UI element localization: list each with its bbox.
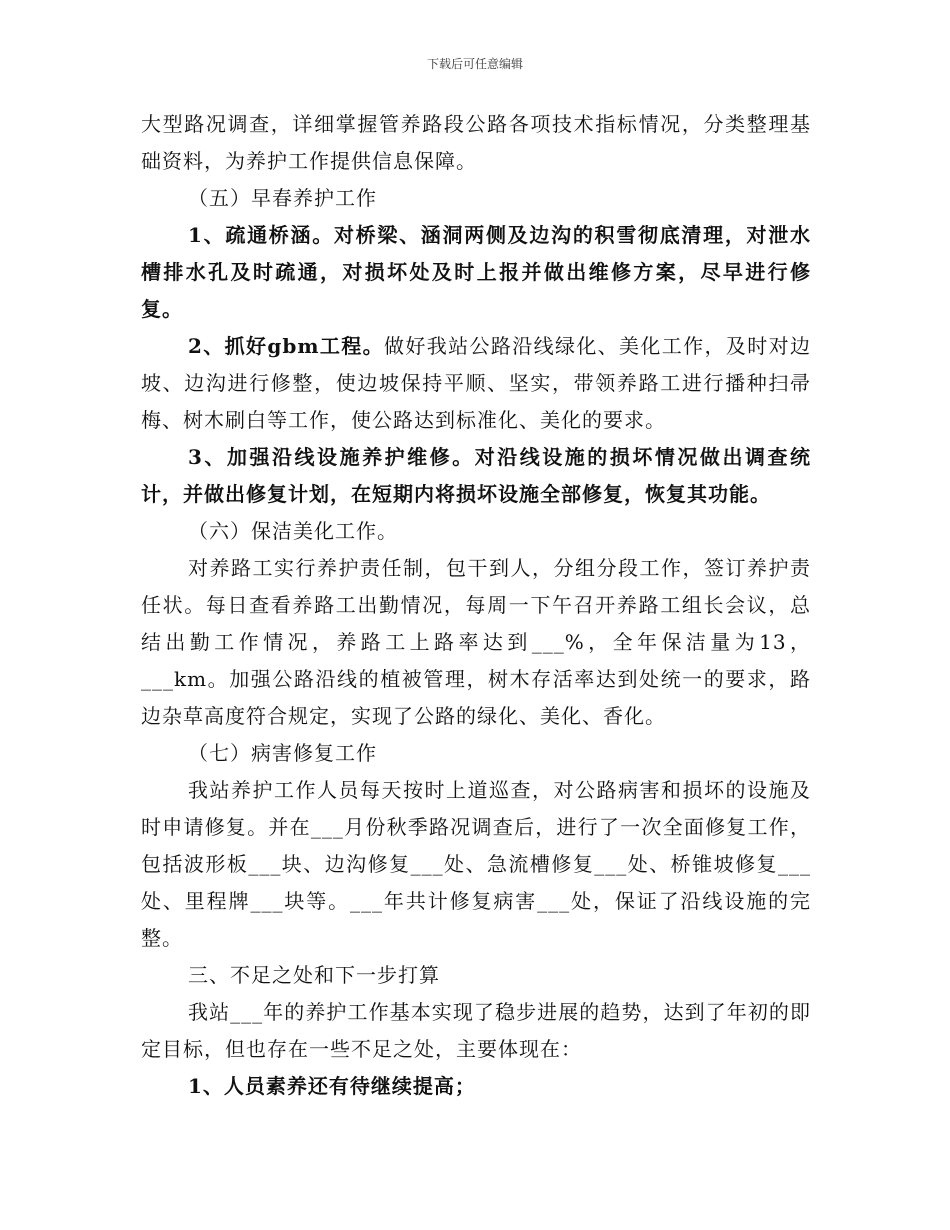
paragraph-responsibility: 对养路工实行养护责任制，包干到人，分组分段工作，签订养护责任状。每日查看养路工出勤情况，每周一下午召开养路工组长会议，总结出勤工作情况，养路工上路率达到___%，全年保洁量为13，___km。加强公路沿线的植被管理，树木存活率达到处统一的要求，路边杂草高度符合规定，实现了公路的绿化、美化、香化。 [141,556,811,728]
item-label-facilities: 3、加强沿线设施养护维修。 [188,445,475,469]
paragraph-shortcomings: 我站___年的养护工作基本实现了稳步进展的趋势，达到了年初的即定目标，但也存在一些不足之处，主要体现在： [141,1000,811,1061]
paragraph-staff-quality: 1、人员素养还有待继续提高； [188,1074,476,1098]
item-label-culverts: 1、疏通桥涵。 [188,223,334,247]
item-label-gbm: 2、抓好gbm工程。 [188,334,384,358]
paragraph-facilities [141,439,811,513]
item-text-gbm: 做好我站公路沿线绿化、美化工作，及时对边坡、边沟进行修整，使边坡保持平顺、坚实，带领养路工进行播种扫帚梅、树木刷白等工作，使公路达到标准化、美化的要求。 [141,334,812,432]
paragraph-gbm [141,328,811,439]
paragraph-repair: 我站养护工作人员每天按时上道巡查，对公路病害和损坏的设施及时申请修复。并在___月份秋季路况调查后，进行了一次全面修复工作，包括波形板___块、边沟修复___处、急流槽修复___处、桥锥坡修复___处、里程牌___块等。___年共计修复病害___处，保证了沿线设施的完整。 [141,778,811,950]
section-heading-cleaning: （六）保洁美化工作。 [188,519,398,543]
item-text-facilities: 对沿线设施的损坏情况做出调查统计，并做出修复计划，在短期内将损坏设施全部修复，恢复其功能。 [141,445,812,506]
paragraph-culverts [141,217,811,328]
item-text-culverts: 对桥梁、涵洞两侧及边沟的积雪彻底清理，对泄水槽排水孔及时疏通，对损坏处及时上报并做出维修方案，尽早进行修复。 [141,223,811,321]
paragraph-survey: 大型路况调查，详细掌握管养路段公路各项技术指标情况，分类整理基础资料，为养护工作提供信息保障。 [141,112,811,173]
page-header: 下载后可任意编辑 [426,57,523,71]
document-body [141,106,811,1105]
section-heading-repair: （七）病害修复工作 [188,741,377,765]
section-heading-spring-maintenance: （五）早春养护工作 [188,186,377,210]
section-heading-shortcomings: 三、不足之处和下一步打算 [188,963,440,987]
